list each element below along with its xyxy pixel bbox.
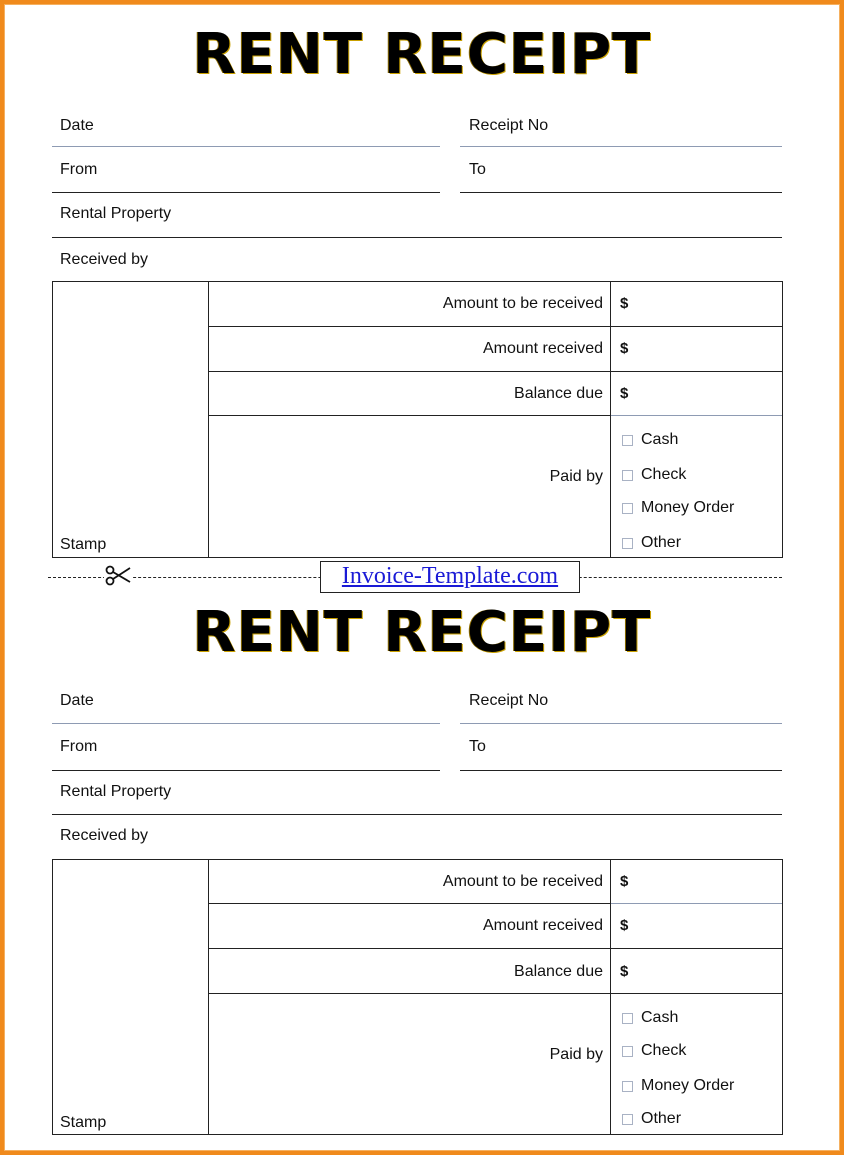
payment-option-cash[interactable]: Cash <box>622 1009 678 1027</box>
payment-option-check[interactable]: Check <box>622 1042 686 1060</box>
received-by-label: Received by <box>60 827 149 844</box>
to-label: To <box>469 161 486 178</box>
checkbox-icon[interactable] <box>622 503 633 514</box>
currency-symbol: $ <box>620 963 629 980</box>
amount-received-label: Amount received <box>482 917 603 934</box>
amount-to-be-received-label: Amount to be received <box>442 873 603 890</box>
row-divider <box>208 415 611 416</box>
row-divider <box>208 948 783 949</box>
from-label: From <box>60 738 98 755</box>
stamp-divider <box>208 281 209 558</box>
to-label: To <box>469 738 486 755</box>
row-divider <box>611 903 782 904</box>
date-field[interactable] <box>52 146 440 147</box>
payment-option-cash[interactable]: Cash <box>622 431 678 449</box>
currency-symbol: $ <box>620 873 629 890</box>
currency-symbol: $ <box>620 917 629 934</box>
stamp-label: Stamp <box>60 1114 107 1131</box>
rental-property-field[interactable] <box>52 814 782 815</box>
balance-due-label: Balance due <box>514 963 603 980</box>
amount-received-label: Amount received <box>482 340 603 357</box>
invoice-template-link[interactable]: Invoice-Template.com <box>320 561 580 593</box>
payment-option-check[interactable]: Check <box>622 466 686 484</box>
amount-to-be-received-label: Amount to be received <box>442 295 603 312</box>
row-divider <box>208 903 611 904</box>
paid-by-label: Paid by <box>549 1046 603 1063</box>
currency-symbol: $ <box>620 340 629 357</box>
row-divider <box>208 371 783 372</box>
checkbox-icon[interactable] <box>622 1013 633 1024</box>
receipt-title: RENT RECEIPT <box>192 22 652 87</box>
from-field[interactable] <box>52 770 440 771</box>
checkbox-icon[interactable] <box>622 470 633 481</box>
balance-due-label: Balance due <box>514 385 603 402</box>
paid-by-label: Paid by <box>549 468 603 485</box>
rent-receipt-bottom <box>0 578 844 1138</box>
row-divider <box>208 993 783 994</box>
to-field[interactable] <box>460 192 782 193</box>
rent-receipt-top <box>0 0 844 560</box>
checkbox-icon[interactable] <box>622 1114 633 1125</box>
row-divider <box>611 415 782 416</box>
receipt-no-field[interactable] <box>460 146 782 147</box>
from-field[interactable] <box>52 192 440 193</box>
receipt-title: RENT RECEIPT <box>192 600 652 665</box>
rental-property-field[interactable] <box>52 237 782 238</box>
rental-property-label: Rental Property <box>60 783 172 800</box>
payment-option-money-order[interactable]: Money Order <box>622 1077 734 1095</box>
checkbox-icon[interactable] <box>622 1081 633 1092</box>
received-by-label: Received by <box>60 251 149 268</box>
to-field[interactable] <box>460 770 782 771</box>
date-field[interactable] <box>52 723 440 724</box>
checkbox-icon[interactable] <box>622 435 633 446</box>
date-label: Date <box>60 117 94 134</box>
from-label: From <box>60 161 98 178</box>
checkbox-icon[interactable] <box>622 538 633 549</box>
receipt-no-label: Receipt No <box>469 117 549 134</box>
date-label: Date <box>60 692 94 709</box>
currency-symbol: $ <box>620 385 629 402</box>
receipt-no-field[interactable] <box>460 723 782 724</box>
receipt-no-label: Receipt No <box>469 692 549 709</box>
rental-property-label: Rental Property <box>60 205 172 222</box>
payment-option-other[interactable]: Other <box>622 1110 681 1128</box>
stamp-divider <box>208 859 209 1135</box>
value-divider <box>610 859 611 1135</box>
value-divider <box>610 281 611 558</box>
payment-option-other[interactable]: Other <box>622 534 681 552</box>
row-divider <box>208 326 783 327</box>
payment-option-money-order[interactable]: Money Order <box>622 499 734 517</box>
checkbox-icon[interactable] <box>622 1046 633 1057</box>
currency-symbol: $ <box>620 295 629 312</box>
stamp-label: Stamp <box>60 536 107 553</box>
